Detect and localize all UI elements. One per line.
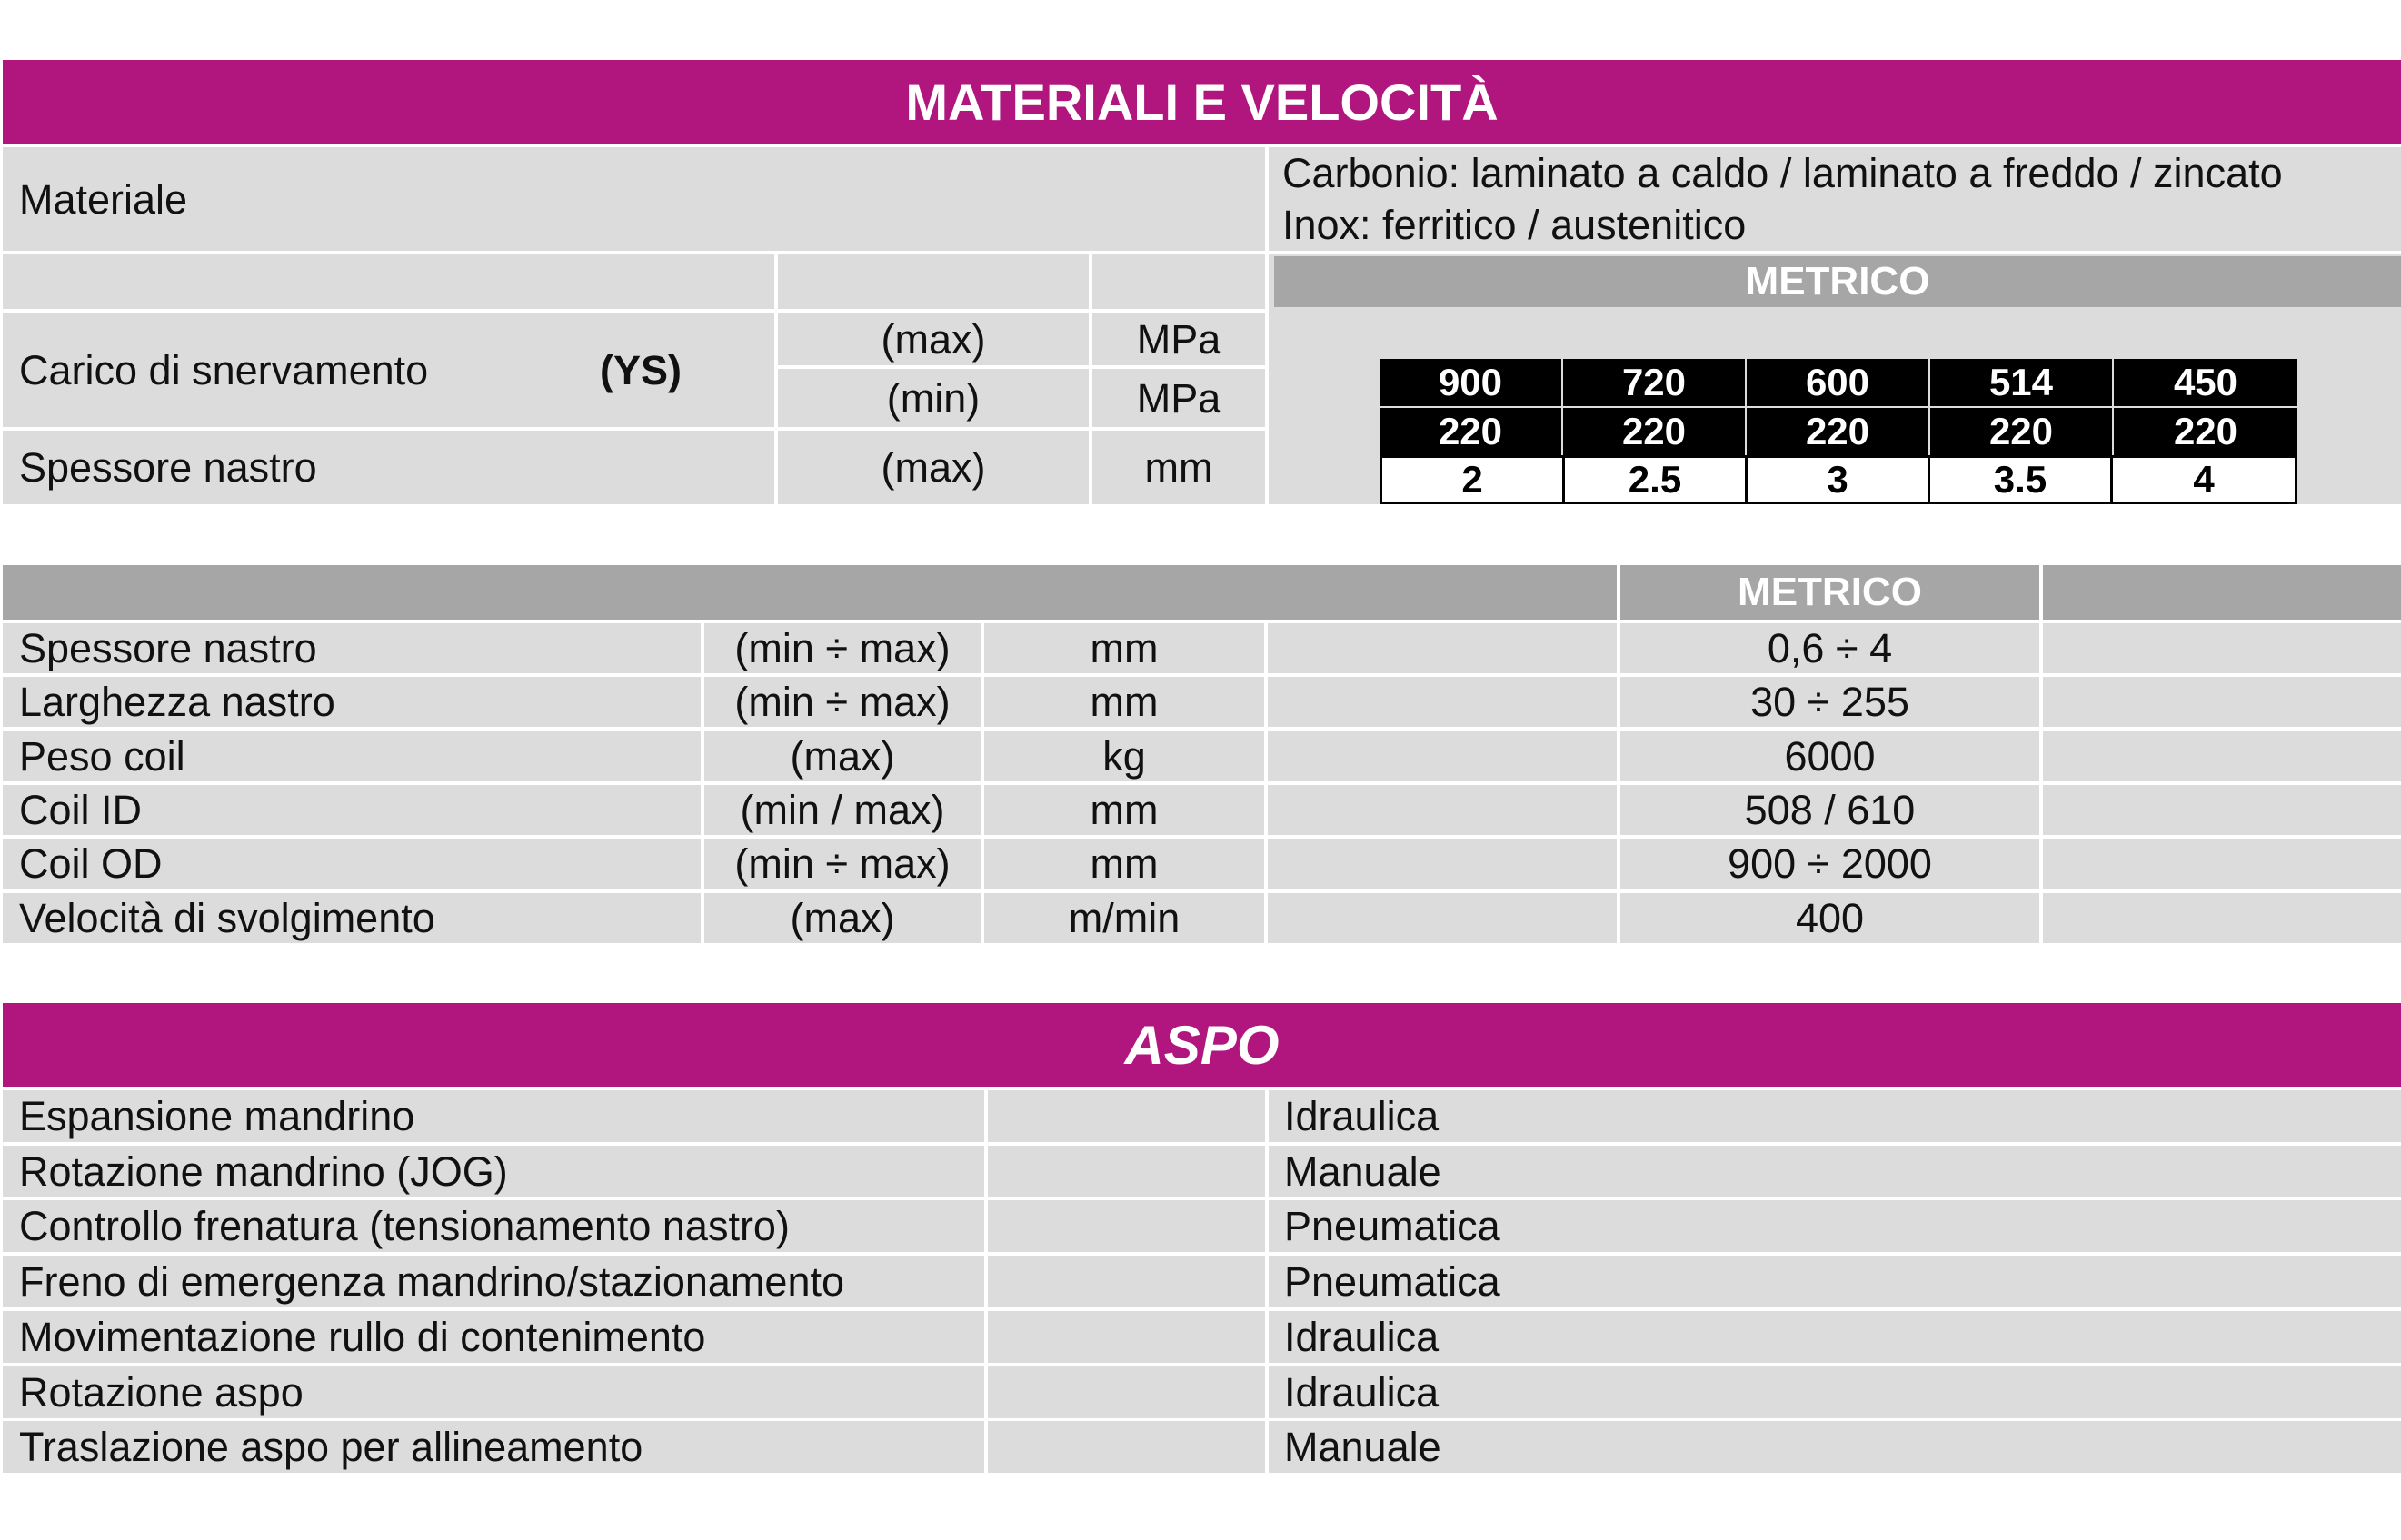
aspo-empty	[988, 1146, 1265, 1197]
yield-strength-label	[3, 313, 774, 427]
ys-max-value: 720	[1563, 359, 1745, 406]
aspo-value: Pneumatica	[1269, 1256, 2401, 1307]
aspo-empty	[988, 1311, 1265, 1363]
spec-empty	[1268, 839, 1617, 889]
thickness-value: 4	[2110, 455, 2297, 504]
spec-qualifier: (max)	[704, 731, 981, 781]
aspo-value: Idraulica	[1269, 1311, 2401, 1363]
spec-qualifier: (max)	[704, 893, 981, 943]
spec-qualifier: (min ÷ max)	[704, 839, 981, 889]
thickness-value: 2	[1380, 455, 1565, 504]
aspo-empty	[988, 1421, 1265, 1473]
spec-value: 508 / 610	[1620, 785, 2039, 835]
ys-max-value: 900	[1380, 359, 1561, 406]
thickness-value: 3.5	[1928, 455, 2113, 504]
aspo-empty	[988, 1366, 1265, 1418]
spec-empty	[1268, 893, 1617, 943]
spec-empty	[1268, 623, 1617, 673]
spec-qualifier: (min ÷ max)	[704, 623, 981, 673]
material-value-line1: Carbonio: laminato a caldo / laminato a freddo / zincato	[1282, 150, 2283, 196]
ys-max-value: 514	[1930, 359, 2112, 406]
ys-min-qualifier: (min)	[778, 369, 1089, 427]
spec-qualifier: (min / max)	[704, 785, 981, 835]
material-value-line2: Inox: ferritico / austenitico	[1282, 202, 1747, 248]
spec-empty	[2043, 731, 2401, 781]
spec-label: Coil OD	[3, 839, 701, 889]
spec-empty	[1268, 731, 1617, 781]
thickness-label: Spessore nastro	[3, 431, 774, 504]
spec-value: 6000	[1620, 731, 2039, 781]
aspo-value: Idraulica	[1269, 1090, 2401, 1142]
metric-header-1: METRICO	[1274, 256, 2401, 307]
aspo-label: Movimentazione rullo di contenimento	[3, 1311, 984, 1363]
ys-max-qualifier: (max)	[778, 313, 1089, 365]
spacer-cell	[1092, 254, 1265, 309]
aspo-label: Controllo frenatura (tensionamento nastro)	[3, 1200, 984, 1252]
aspo-label: Rotazione aspo	[3, 1366, 984, 1418]
spec-value: 900 ÷ 2000	[1620, 839, 2039, 889]
spec-label: Spessore nastro	[3, 623, 701, 673]
spec-label: Peso coil	[3, 731, 701, 781]
ys-min-value: 220	[1930, 408, 2112, 455]
yield-strength-abbr: (YS)	[600, 346, 682, 393]
spec-unit: mm	[984, 785, 1264, 835]
spec-label: Larghezza nastro	[3, 677, 701, 727]
ys-min-value: 220	[2114, 408, 2297, 455]
spec-unit: mm	[984, 623, 1264, 673]
spec-empty	[2043, 677, 2401, 727]
spec-empty	[1268, 677, 1617, 727]
spacer-cell	[3, 254, 774, 309]
spec-value: 400	[1620, 893, 2039, 943]
material-value	[1269, 147, 2401, 251]
metric-header-2: METRICO	[1738, 570, 1922, 614]
ys-max-value: 600	[1747, 359, 1928, 406]
aspo-empty	[988, 1256, 1265, 1307]
yield-strength-text: Carico di snervamento	[19, 346, 429, 393]
thickness-qualifier: (max)	[778, 431, 1089, 504]
thickness-value: 2.5	[1562, 455, 1748, 504]
spec-label: Velocità di svolgimento	[3, 893, 701, 943]
spec-empty	[2043, 839, 2401, 889]
ys-min-value: 220	[1747, 408, 1928, 455]
aspo-label: Freno di emergenza mandrino/stazionamento	[3, 1256, 984, 1307]
spec-unit: mm	[984, 839, 1264, 889]
thickness-unit: mm	[1092, 431, 1265, 504]
aspo-value: Manuale	[1269, 1421, 2401, 1473]
spec-unit: mm	[984, 677, 1264, 727]
aspo-value: Pneumatica	[1269, 1200, 2401, 1252]
spec-empty	[1268, 785, 1617, 835]
spec-qualifier: (min ÷ max)	[704, 677, 981, 727]
spec-unit: kg	[984, 731, 1264, 781]
spacer-cell	[778, 254, 1089, 309]
spec-value: 0,6 ÷ 4	[1620, 623, 2039, 673]
ys-max-unit: MPa	[1092, 313, 1265, 365]
spec-empty	[2043, 785, 2401, 835]
ys-min-unit: MPa	[1092, 369, 1265, 427]
aspo-label: Rotazione mandrino (JOG)	[3, 1146, 984, 1197]
spec-value: 30 ÷ 255	[1620, 677, 2039, 727]
ys-min-value: 220	[1380, 408, 1561, 455]
aspo-value: Idraulica	[1269, 1366, 2401, 1418]
spec-label: Coil ID	[3, 785, 701, 835]
aspo-label: Espansione mandrino	[3, 1090, 984, 1142]
section-title-materials: MATERIALI E VELOCITÀ	[3, 60, 2401, 144]
ys-min-value: 220	[1563, 408, 1745, 455]
spec-unit: m/min	[984, 893, 1264, 943]
section2-header-divider	[2039, 565, 2043, 620]
spec-empty	[2043, 893, 2401, 943]
ys-max-value: 450	[2114, 359, 2297, 406]
spec-empty	[2043, 623, 2401, 673]
aspo-label: Traslazione aspo per allineamento	[3, 1421, 984, 1473]
aspo-empty	[988, 1200, 1265, 1252]
aspo-value: Manuale	[1269, 1146, 2401, 1197]
thickness-value: 3	[1745, 455, 1930, 504]
aspo-empty	[988, 1090, 1265, 1142]
material-label: Materiale	[3, 147, 1265, 251]
section-title-aspo: ASPO	[3, 1003, 2401, 1087]
